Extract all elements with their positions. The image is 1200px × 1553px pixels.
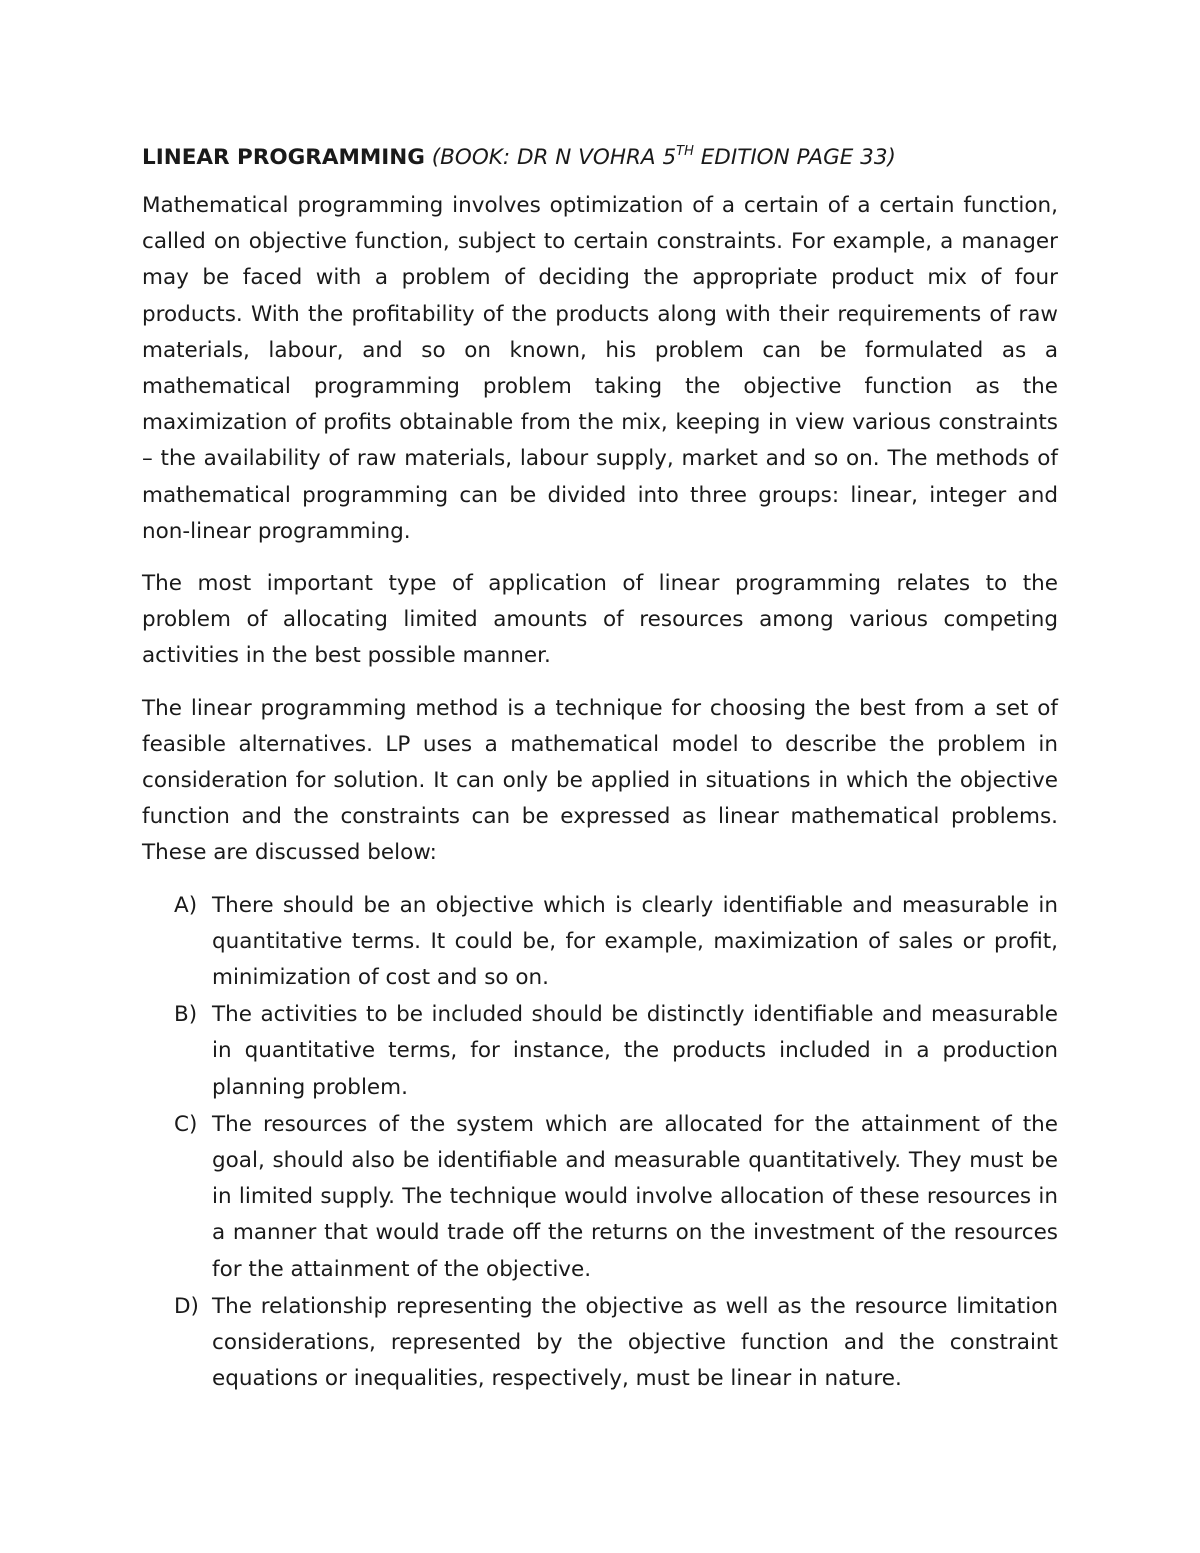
book-reference-suffix: EDITION PAGE 33): [693, 145, 896, 170]
list-item: [142, 1107, 1058, 1288]
paragraph-application: The most important type of application of linear programming relates to the problem of allocating limited amounts of resources among various competing activities in the best possible manner.: [142, 571, 1058, 669]
document-page: [142, 140, 1058, 1399]
heading-title: LINEAR PROGRAMMING: [142, 145, 425, 170]
list-item-text: The resources of the system which are allocated for the attainment of the goal, should also be identifiable and measurable quantitatively. They must be in limited supply. The technique would involve allocation of these resources in a manner that would trade off the returns on the investment of the resources for the attainment of the objective.: [212, 1111, 1058, 1282]
list-item: [142, 888, 1058, 997]
document-heading: [142, 140, 1058, 176]
paragraph-method: The linear programming method is a technique for choosing the best from a set of feasible alternatives. LP uses a mathematical model to describe the problem in consideration for solution. It can only be applied in situations in which the objective function and the constraints can be expressed as linear mathematical problems. These are discussed below:: [142, 695, 1058, 866]
list-item-text: The relationship representing the objective as well as the resource limitation considerations, represented by the objective function and the constraint equations or inequalities, respectively, must be linear in nature.: [212, 1293, 1058, 1392]
requirements-list: [142, 888, 1058, 1398]
heading-book-reference: [432, 145, 896, 170]
list-item: [142, 997, 1058, 1106]
book-reference-prefix: (BOOK: DR N VOHRA 5: [431, 145, 677, 170]
list-marker: A): [174, 892, 198, 918]
list-item-text: There should be an objective which is clearly identifiable and measurable in quantitative terms. It could be, for example, maximization of sales or profit, minimization of cost and so on.: [212, 892, 1058, 991]
book-reference-superscript: TH: [676, 144, 694, 159]
list-marker: B): [174, 1002, 198, 1028]
paragraph-intro: Mathematical programming involves optimization of a certain of a certain function, called on objective function, subject to certain constraints. For example, a manager may be faced with a problem of deciding the appropriate product mix of four products. With the profitability of the products along with their requirements of raw materials, labour, and so on known, his problem can be formulated as a mathematical programming problem taking the objective function as the maximization of profits obtainable from the mix, keeping in view various constraints – the availability of raw materials, labour supply, market and so on. The methods of mathematical programming can be divided into three groups: linear, integer and non-linear programming.: [142, 193, 1058, 544]
list-item: [142, 1289, 1058, 1398]
list-marker: C): [174, 1111, 198, 1137]
list-item-text: The activities to be included should be distinctly identifiable and measurable in quantitative terms, for instance, the products included in a production planning problem.: [212, 1002, 1058, 1100]
list-marker: D): [174, 1293, 199, 1319]
